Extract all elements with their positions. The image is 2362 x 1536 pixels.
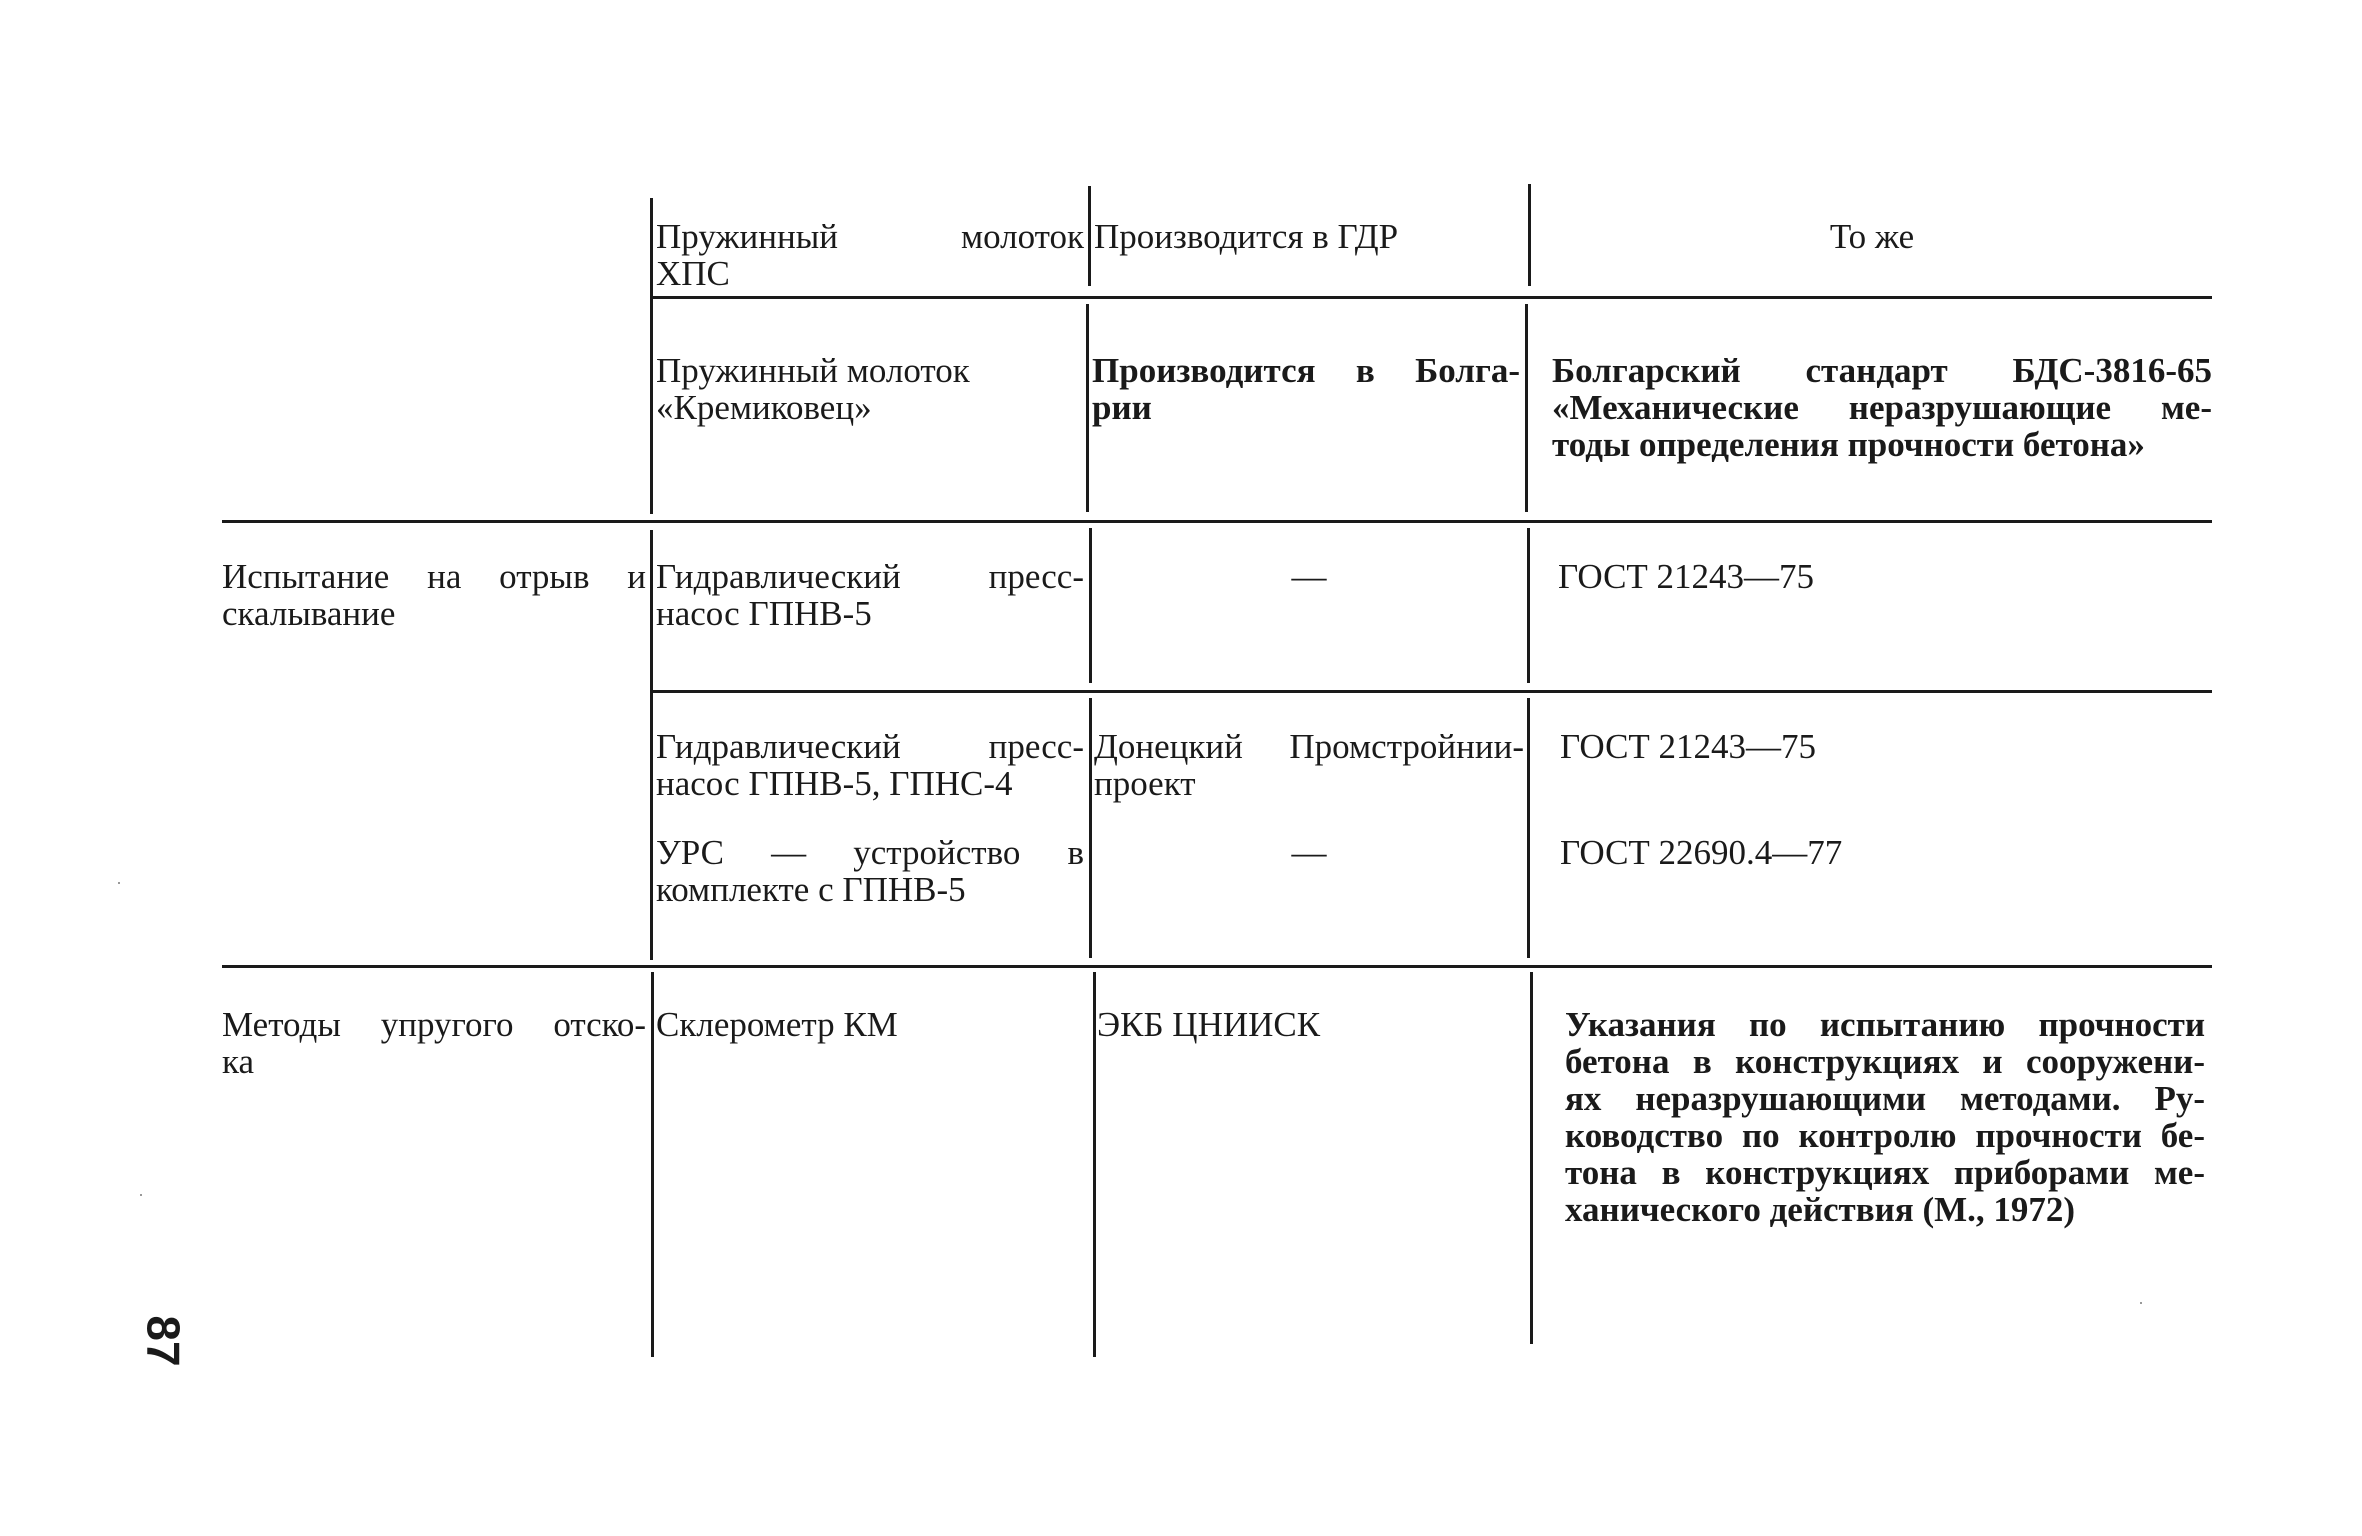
standard-cell-row4 — [1560, 728, 2200, 765]
standard-line: бетона в конструкциях и сооружени- — [1565, 1042, 2205, 1081]
producer-line: проект — [1094, 764, 1196, 803]
method-line: Методы упругого отско- — [222, 1005, 646, 1044]
standard-line: тона в конструкциях приборами ме- — [1565, 1153, 2205, 1192]
producer-text: Производится в ГДР — [1094, 217, 1399, 256]
device-line: УРС — устройство в — [656, 833, 1084, 872]
method-line: скалывание — [222, 594, 396, 633]
device-line: ХПС — [656, 254, 730, 293]
producer-cell-row4 — [1094, 728, 1524, 802]
device-line: «Кремиковец» — [656, 388, 872, 427]
producer-cell-row2 — [1092, 352, 1520, 426]
standard-line: «Механические неразрушающие ме- — [1552, 388, 2212, 427]
rule-row1-bottom — [652, 296, 2212, 299]
standard-line: ханического действия (М., 1972) — [1565, 1190, 2076, 1229]
vrule-col3-d — [1527, 698, 1530, 958]
vrule-col2-a — [1088, 186, 1091, 286]
device-line: Гидравлический пресс- — [656, 727, 1084, 766]
vrule-col3-a — [1528, 184, 1531, 286]
producer-dash-row5: — — [1291, 833, 1327, 872]
producer-cell-row6 — [1097, 1006, 1525, 1043]
device-cell-row1 — [656, 218, 1084, 292]
standard-text: ГОСТ 22690.4—77 — [1560, 833, 1843, 872]
vrule-col2-e — [1093, 972, 1096, 1357]
device-cell-row4 — [656, 728, 1084, 802]
vrule-col1-c — [651, 972, 654, 1357]
vrule-col2-b — [1086, 304, 1089, 512]
standard-cell-row6 — [1565, 1006, 2205, 1228]
device-line: Пружинный молоток — [656, 351, 970, 390]
standard-line: тоды определения прочности бетона» — [1552, 425, 2145, 464]
device-text: Склерометр КМ — [656, 1005, 898, 1044]
method-line: Испытание на отрыв и — [222, 557, 646, 596]
vrule-col1-b — [650, 530, 653, 960]
producer-line: рии — [1092, 388, 1152, 427]
device-line: насос ГПНВ-5, ГПНС-4 — [656, 764, 1013, 803]
standard-text: ГОСТ 21243—75 — [1560, 727, 1817, 766]
device-line: насос ГПНВ-5 — [656, 594, 872, 633]
vrule-col3-b — [1525, 304, 1528, 512]
page-number: 87 — [137, 1315, 190, 1367]
standard-cell-row5 — [1560, 834, 2200, 871]
standard-cell-row3 — [1558, 558, 2198, 595]
standard-cell-row1 — [1532, 218, 2212, 255]
scan-speck — [2140, 1302, 2142, 1304]
vrule-col3-e — [1530, 972, 1533, 1344]
scan-speck — [118, 882, 120, 884]
method-line: ка — [222, 1042, 255, 1081]
vrule-col3-c — [1527, 528, 1530, 683]
device-line: комплекте с ГПНВ-5 — [656, 870, 966, 909]
method-cell-rebound — [222, 1006, 646, 1080]
vrule-col1-a — [650, 198, 653, 514]
standard-line: ях неразрушающими методами. Ру- — [1565, 1079, 2205, 1118]
producer-dash-row3: — — [1291, 557, 1327, 596]
producer-line: Производится в Болга- — [1092, 351, 1520, 390]
device-cell-row5 — [656, 834, 1084, 908]
device-cell-row2 — [656, 352, 1084, 426]
standard-line: Указания по испытанию прочности — [1565, 1005, 2205, 1044]
rule-section1-bottom — [222, 520, 2212, 523]
device-cell-row6 — [656, 1006, 1084, 1043]
producer-text: ЭКБ ЦНИИСК — [1097, 1005, 1321, 1044]
standard-text: То же — [1829, 217, 1915, 256]
standard-line: ководство по контролю прочности бе- — [1565, 1116, 2205, 1155]
producer-cell-row1 — [1094, 218, 1522, 255]
device-line: Пружинный молоток — [656, 217, 1084, 256]
rule-section2-bottom — [222, 965, 2212, 968]
vrule-col2-d — [1089, 698, 1092, 958]
standard-text: ГОСТ 21243—75 — [1558, 557, 1815, 596]
producer-line: Донецкий Промстройнии- — [1094, 727, 1524, 766]
standard-line: Болгарский стандарт БДС-3816-65 — [1552, 351, 2212, 390]
scan-speck — [140, 1194, 142, 1196]
standard-cell-row2 — [1552, 352, 2212, 463]
device-cell-row3 — [656, 558, 1084, 632]
method-cell-tensile — [222, 558, 646, 632]
rule-row3-bottom — [652, 690, 2212, 693]
device-line: Гидравлический пресс- — [656, 557, 1084, 596]
vrule-col2-c — [1089, 528, 1092, 683]
